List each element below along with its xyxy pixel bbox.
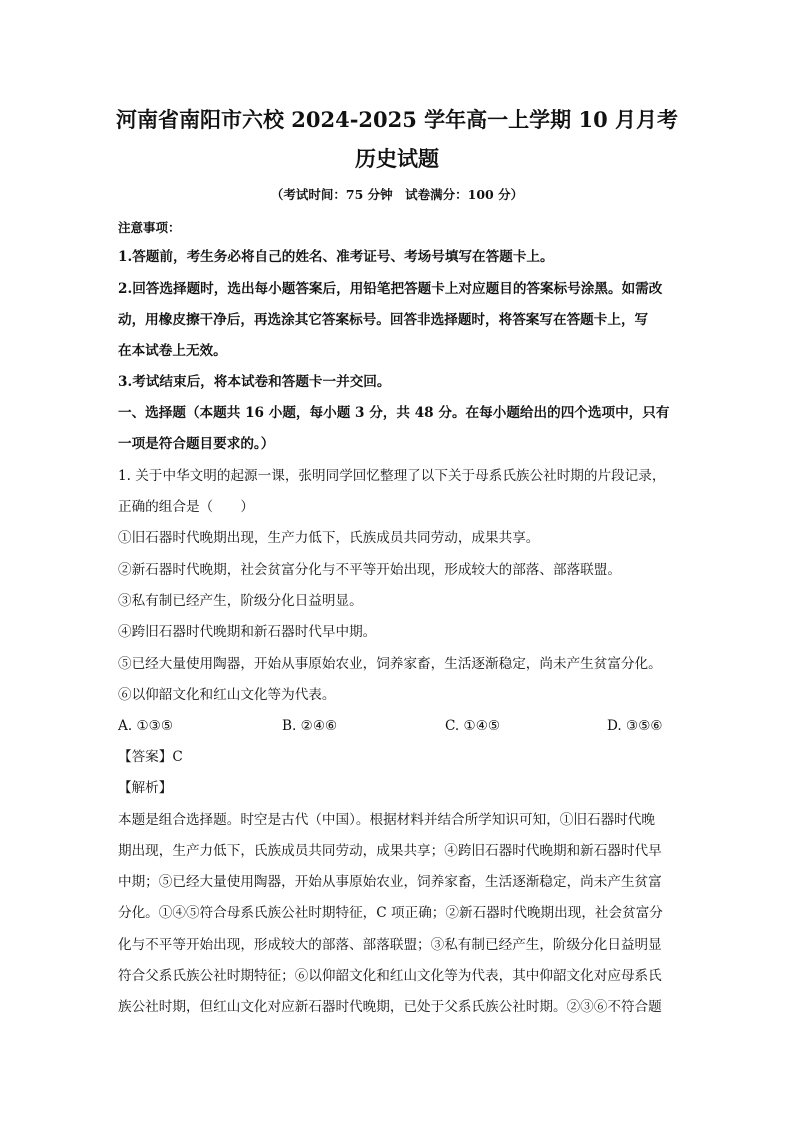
notice-item-1: 1.答题前，考生务必将自己的姓名、准考证号、考场号填写在答题卡上。 xyxy=(118,249,554,265)
option-d: D. ③⑤⑥ xyxy=(607,718,663,734)
analysis-heading: 【解析】 xyxy=(118,780,173,796)
question-item: ⑤已经大量使用陶器，开始从事原始农业，饲养家畜，生活逐渐稳定，尚未产生贫富分化。 xyxy=(118,656,662,672)
analysis-line: 期出现，生产力低下，氏族成员共同劳动，成果共享；④跨旧石器时代晚期和新石器时代早 xyxy=(118,843,662,859)
notice-item-2-line-3: 在本试卷上无效。 xyxy=(118,343,227,359)
analysis-line: 符合父系氏族公社时期特征；⑥以仰韶文化和红山文化等为代表，其中仰韶文化对应母系氏 xyxy=(118,968,662,984)
exam-info: （考试时间：75 分钟 试卷满分：100 分） xyxy=(270,187,524,202)
question-stem-line-1: 1. 关于中华文明的起源一课，张明同学回忆整理了以下关于母系氏族公社时期的片段记录， xyxy=(118,468,666,484)
analysis-line: 本题是组合选择题。时空是古代（中国）。根据材料并结合所学知识可知，①旧石器时代晚 xyxy=(118,812,655,828)
section-heading-line-1: 一、选择题（本题共 16 小题，每小题 3 分，共 48 分。在每小题给出的四个选项中，只有 xyxy=(118,405,670,421)
exam-title: 河南省南阳市六校 2024-2025 学年高一上学期 10 月月考 xyxy=(115,107,679,132)
analysis-line: 分化。①④⑤符合母系氏族公社时期特征，C 项正确；②新石器时代晚期出现，社会贫富分 xyxy=(118,905,663,921)
analysis-line: 族公社时期，但红山文化对应新石器时代晚期，已处于父系氏族公社时期。②③⑥不符合题 xyxy=(118,999,662,1015)
question-item: ④跨旧石器时代晚期和新石器时代早中期。 xyxy=(118,624,377,640)
question-item: ①旧石器时代晚期出现，生产力低下，氏族成员共同劳动，成果共享。 xyxy=(118,530,540,546)
exam-subject: 历史试题 xyxy=(355,146,439,171)
notice-heading: 注意事项： xyxy=(118,220,181,235)
analysis-line: 化与不平等开始出现，形成较大的部落、部落联盟；③私有制已经产生，阶级分化日益明显 xyxy=(118,937,662,953)
question-item: ⑥以仰韶文化和红山文化等为代表。 xyxy=(118,687,336,703)
notice-item-3: 3.考试结束后，将本试卷和答题卡一并交回。 xyxy=(118,374,391,390)
option-c: C. ①④⑤ xyxy=(445,718,501,734)
question-item: ③私有制已经产生，阶级分化日益明显。 xyxy=(118,593,363,609)
option-a: A. ①③⑤ xyxy=(118,718,174,734)
question-item: ②新石器时代晚期，社会贫富分化与不平等开始出现，形成较大的部落、部落联盟。 xyxy=(118,562,621,578)
notice-item-2-line-2: 动，用橡皮擦干净后，再选涂其它答案标号。回答非选择题时，将答案写在答题卡上，写 xyxy=(118,312,649,328)
notice-item-2-line-1: 2.回答选择题时，选出每小题答案后，用铅笔把答题卡上对应题目的答案标号涂黑。如需改 xyxy=(118,281,663,297)
section-heading-line-2: 一项是符合题目要求的。） xyxy=(118,436,275,452)
option-b: B. ②④⑥ xyxy=(282,718,338,734)
question-stem-line-2: 正确的组合是（ ） xyxy=(118,499,254,515)
analysis-line: 中期；⑤已经大量使用陶器，开始从事原始农业，饲养家畜，生活逐渐稳定，尚未产生贫富 xyxy=(118,874,662,890)
answer-line: 【答案】C xyxy=(118,749,183,765)
